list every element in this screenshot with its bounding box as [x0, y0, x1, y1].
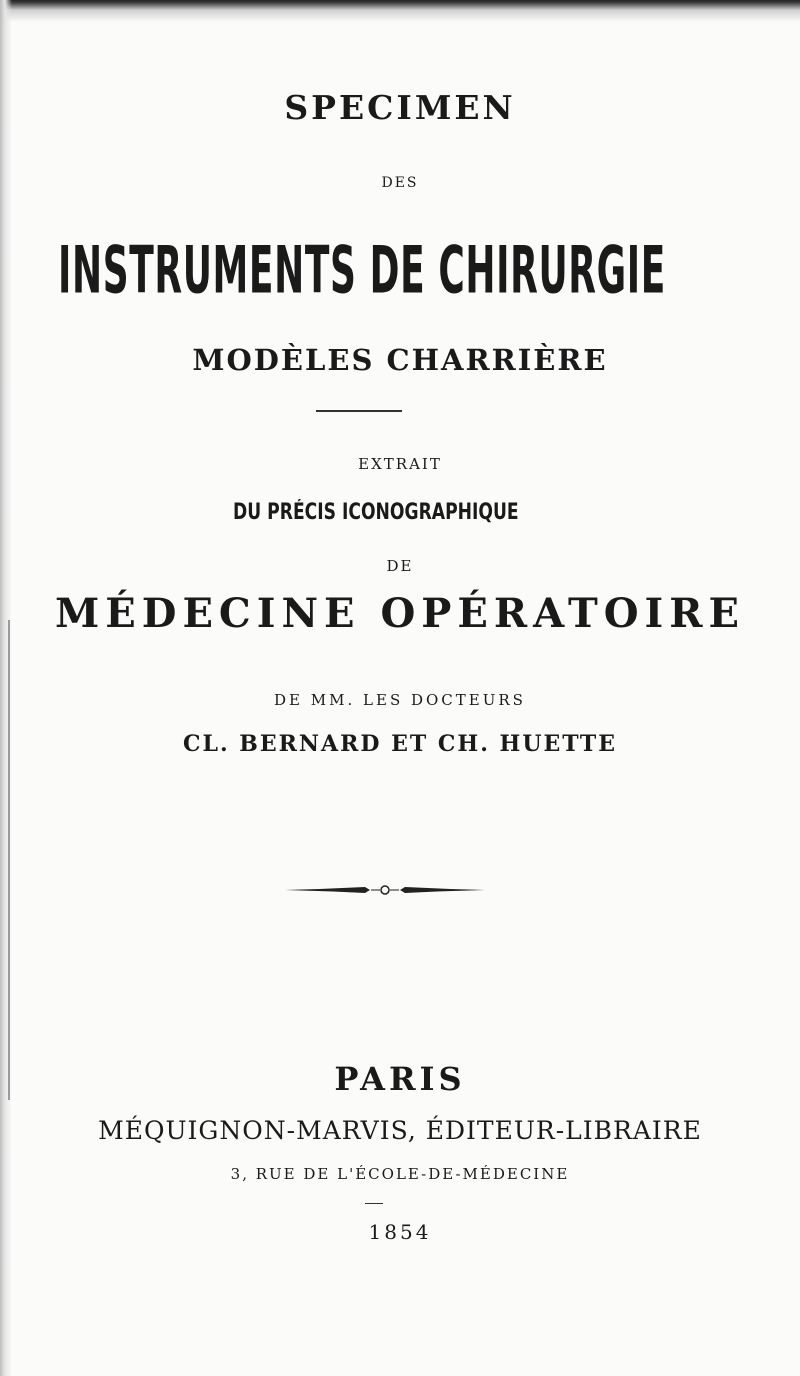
publisher-address: 3, RUE DE L'ÉCOLE-DE-MÉDECINE [230, 1165, 570, 1183]
extrait-line: EXTRAIT [358, 455, 442, 473]
medecine-heading: MÉDECINE OPÉRATOIRE [54, 590, 745, 637]
main-title: INSTRUMENTS DE CHIRURGIE [58, 232, 666, 309]
publisher: MÉQUIGNON-MARVIS, ÉDITEUR-LIBRAIRE [98, 1116, 702, 1145]
specimen-heading: SPECIMEN [284, 88, 516, 127]
divider-rule [316, 410, 402, 412]
authors: CL. BERNARD ET CH. HUETTE [182, 731, 618, 757]
precis-line: DU PRÉCIS ICONOGRAPHIQUE [233, 500, 519, 525]
des-line: DES [381, 175, 419, 191]
ornament-divider [285, 880, 485, 900]
subtitle: MODÈLES CHARRIÈRE [192, 343, 608, 377]
scan-top-edge [0, 0, 800, 22]
de-line: DE [386, 557, 414, 575]
short-rule [365, 1203, 383, 1204]
doctors-intro: DE MM. LES DOCTEURS [274, 691, 526, 709]
place-of-publication: PARIS [334, 1060, 466, 1098]
publication-year: 1854 [368, 1220, 432, 1244]
